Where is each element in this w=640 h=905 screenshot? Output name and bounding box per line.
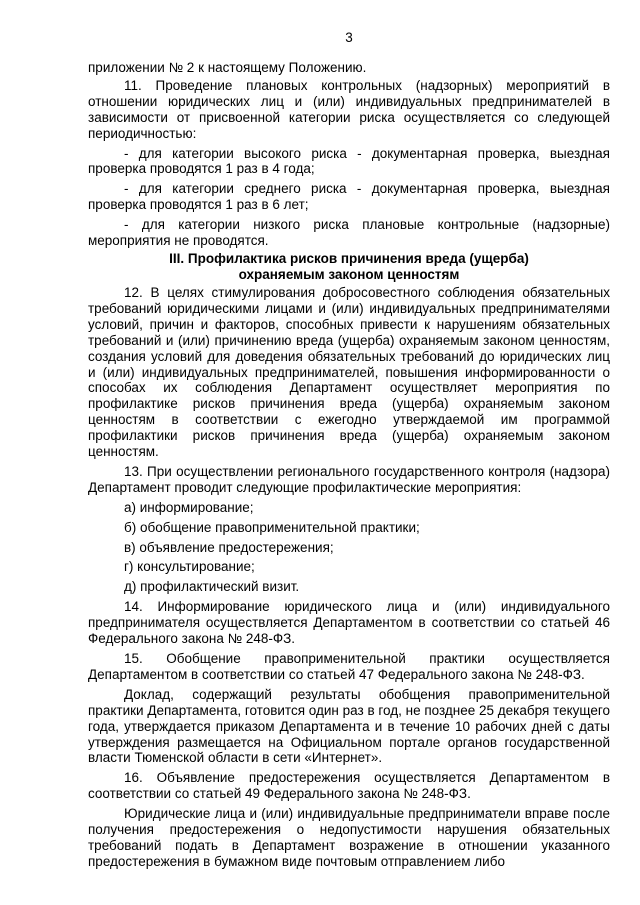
section-title [88,251,610,283]
section-title-line-1: III. Профилактика рисков причинения вреда (ущерба) [169,250,529,266]
list-item-v: в) объявление предостережения; [124,539,334,555]
page-number: 3 [345,30,353,45]
document-body [88,60,610,870]
paragraph-11-low-risk: - для категории низкого риска плановые контрольные (надзорные) мероприятия не проводятся. [88,217,610,249]
paragraph-15-report: Доклад, содержащий результаты обобщения правоприменительной практики Департамента, готовится один раз в год, не позднее 25 декабря текущего года, утверждается приказом Департамента и в течение 10 рабочих дней с даты утверждения размещается на Официальном портале органов государственной власти Тюменской области в сети «Интернет». [88,686,610,766]
section-title-line-2: охраняемым законом ценностям [238,266,460,282]
list-item-b: б) обобщение правоприменительной практики; [124,519,420,535]
paragraph-11-high-risk: - для категории высокого риска - документарная проверка, выездная проверка проводятся 1 раз в 4 года; [88,145,610,177]
paragraph-continuation: приложении № 2 к настоящему Положению. [88,60,367,75]
paragraph-14: 14. Информирование юридического лица и (или) индивидуального предпринимателя осуществляется Департаментом в соответствии со статьей 46 Федерального закона № 248-ФЗ. [88,599,610,647]
paragraph-13: 13. При осуществлении регионального государственного контроля (надзора) Департамент проводит следующие профилактические мероприятия: [88,463,610,495]
list-item-g: г) консультирование; [124,559,255,575]
paragraph-11: 11. Проведение плановых контрольных (надзорных) мероприятий в отношении юридических лиц и (или) индивидуальных предпринимателей в зависимости от присвоенной категории риска осуществляется со следующей периодичностью: [88,77,610,141]
list-item-d: д) профилактический визит. [124,579,300,595]
paragraph-15: 15. Обобщение правоприменительной практики осуществляется Департаментом в соответствии со статьей 47 Федерального закона № 248-ФЗ. [88,651,610,682]
paragraph-16: 16. Объявление предостережения осуществляется Департаментом в соответствии со статьей 49 Федерального закона № 248-ФЗ. [88,770,610,802]
paragraph-12: 12. В целях стимулирования добросовестного соблюдения обязательных требований юридическими лицами и (или) индивидуальных предпринимателями условий, причин и факторов, способных привести к нарушениям обязательных требований и (или) причинению вреда (ущерба) охраняемым законом ценностям, создания условий для доведения обязательных требований до юридических лиц и (или) индивидуальных предпринимателей, повышения информированности о способах их соблюдения Департамент осуществляет мероприятия по профилактике рисков причинения вреда (ущерба) охраняемым законом ценностям в соответствии с ежегодно утверждаемой им программой профилактики рисков причинения вреда (ущерба) охраняемым законом ценностям. [88,284,610,460]
paragraph-16-objection: Юридические лица и (или) индивидуальные предприниматели вправе после получения предостережения о недопустимости нарушения обязательных требований подать в Департамент возражение в отношении указанного предостережения в бумажном виде почтовым отправлением либо [88,806,610,869]
document-page [88,30,610,872]
list-item-a: а) информирование; [124,499,254,515]
paragraph-11-medium-risk: - для категории среднего риска - документарная проверка, выездная проверка проводятся 1 раз в 6 лет; [88,181,610,213]
